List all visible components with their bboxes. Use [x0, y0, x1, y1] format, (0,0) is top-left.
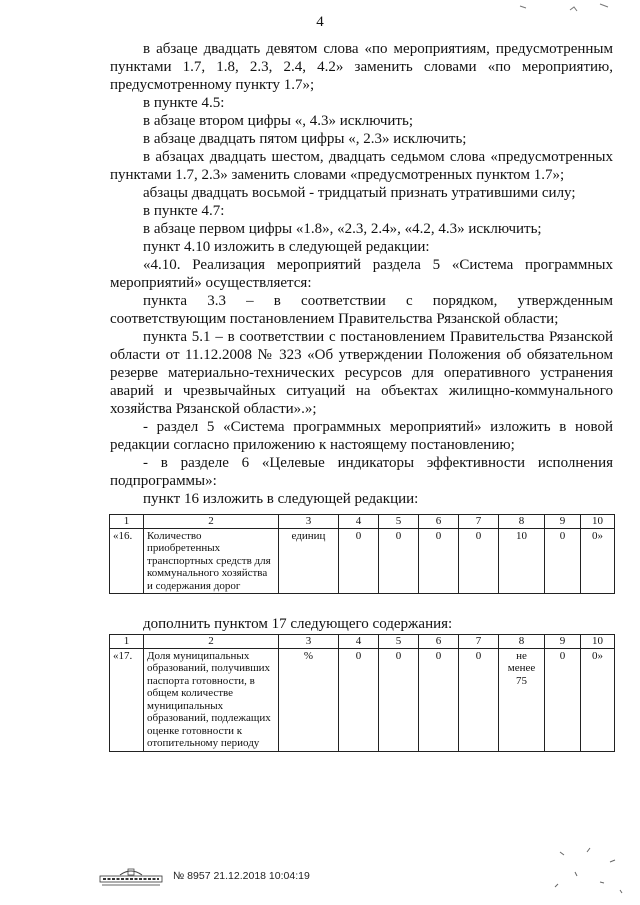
table-cell: 0	[339, 648, 379, 751]
paragraph: абзацы двадцать восьмой - тридцатый признать утратившими силу;	[143, 185, 576, 201]
paragraph: в абзаце втором цифры «, 4.3» исключить;	[143, 113, 413, 129]
table-cell: «16.	[110, 528, 144, 594]
section-text: дополнить пунктом 17 следующего содержания:	[143, 616, 453, 632]
table-row	[110, 648, 615, 751]
paragraph: пункта 5.1 – в соответствии с постановлением Правительства Рязанской области от 11.12.2008 № 323 «Об утверждении Положения об обязательном резерве материально-технических ресурсов для оперативного устранения аварий и чрезвычайных ситуаций на объектах жилищно-коммунального хозяйства Рязанской области».»;	[110, 329, 613, 417]
table-cell: Доля муниципальных образований, получивших паспорта готовности, в общем количестве муниципальных образований, подлежащих оценке готовности к отопительному периоду	[144, 648, 279, 751]
paragraph: в абзацах двадцать шестом, двадцать седьмом слова «предусмотренных пунктами 1.7, 2.3» заменить словами «предусмотренных пунктом 1.7»;	[110, 149, 613, 183]
footer-doc-info: № 8957 21.12.2018 10:04:19	[173, 870, 310, 882]
table-row	[110, 528, 615, 594]
table-cell: 10	[499, 528, 545, 594]
table-cell: Количество приобретенных транспортных средств для коммунального хозяйства и содержания дорог	[144, 528, 279, 594]
header-cell: 2	[144, 635, 279, 649]
header-cell: 9	[545, 515, 581, 529]
header-cell: 5	[379, 635, 419, 649]
table-cell: 0	[419, 648, 459, 751]
paragraph: в абзаце двадцать пятом цифры «, 2.3» исключить;	[143, 131, 467, 147]
scan-mark	[500, 0, 620, 18]
header-cell: 10	[581, 635, 615, 649]
paragraph: в пункте 4.7:	[143, 203, 225, 219]
header-cell: 4	[339, 515, 379, 529]
table-header-row	[110, 515, 615, 529]
header-cell: 6	[419, 635, 459, 649]
page-number: 4	[316, 14, 324, 30]
header-cell: 3	[279, 635, 339, 649]
table-cell: 0	[379, 528, 419, 594]
indicator-table-17	[109, 634, 615, 752]
header-cell: 8	[499, 515, 545, 529]
header-cell: 7	[459, 515, 499, 529]
table-cell: 0	[339, 528, 379, 594]
scan-artifacts	[540, 842, 630, 897]
table-cell: не менее 75	[499, 648, 545, 751]
indicator-table-16	[109, 514, 615, 594]
paragraph: «4.10. Реализация мероприятий раздела 5 «Система программных мероприятий» осуществляется:	[110, 257, 613, 291]
table-cell: 0»	[581, 528, 615, 594]
table-cell: 0	[545, 648, 581, 751]
header-cell: 10	[581, 515, 615, 529]
table-cell: единиц	[279, 528, 339, 594]
e-document-logo-icon	[98, 866, 164, 888]
paragraph: в абзаце первом цифры «1.8», «2.3, 2.4», «4.2, 4.3» исключить;	[143, 221, 542, 237]
paragraph: в абзаце двадцать девятом слова «по мероприятиям, предусмотренным пунктами 1.7, 1.8, 2.3, 2.4, 4.2» заменить словами «по мероприятию, предусмотренному пункту 1.7»;	[110, 41, 613, 93]
table-header-row	[110, 635, 615, 649]
header-cell: 9	[545, 635, 581, 649]
body-text	[110, 40, 613, 508]
header-cell: 1	[110, 515, 144, 529]
table-cell: 0	[379, 648, 419, 751]
table-cell: «17.	[110, 648, 144, 751]
paragraph: пункта 3.3 – в соответствии с порядком, утвержденным соответствующим постановлением Правительства Рязанской области;	[110, 293, 613, 327]
paragraph: пункт 16 изложить в следующей редакции:	[143, 491, 419, 507]
header-cell: 2	[144, 515, 279, 529]
table-cell: 0	[459, 648, 499, 751]
header-cell: 7	[459, 635, 499, 649]
header-cell: 1	[110, 635, 144, 649]
paragraph: - раздел 5 «Система программных мероприятий» изложить в новой редакции согласно приложению к настоящему постановлению;	[110, 419, 613, 453]
header-cell: 5	[379, 515, 419, 529]
paragraph: - в разделе 6 «Целевые индикаторы эффективности исполнения подпрограммы»:	[110, 455, 613, 489]
header-cell: 6	[419, 515, 459, 529]
header-cell: 8	[499, 635, 545, 649]
table-cell: 0	[459, 528, 499, 594]
paragraph: пункт 4.10 изложить в следующей редакции:	[143, 239, 430, 255]
table-cell: 0	[419, 528, 459, 594]
header-cell: 3	[279, 515, 339, 529]
table-cell: %	[279, 648, 339, 751]
header-cell: 4	[339, 635, 379, 649]
paragraph: в пункте 4.5:	[143, 95, 225, 111]
table-cell: 0	[545, 528, 581, 594]
table-cell: 0»	[581, 648, 615, 751]
